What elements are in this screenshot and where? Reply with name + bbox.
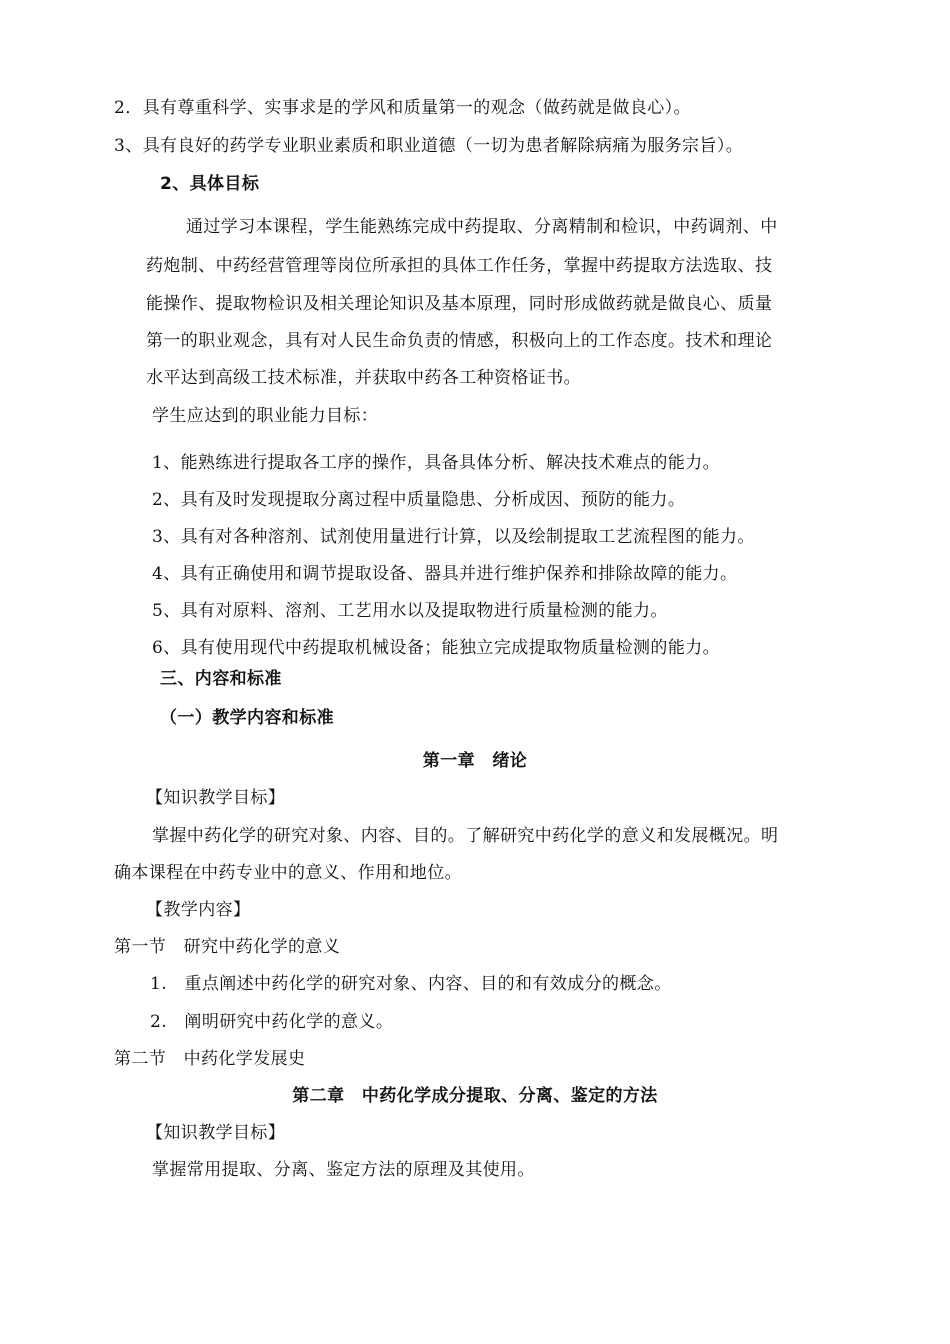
- paragraph-line: 掌握常用提取、分离、鉴定方法的原理及其使用。: [152, 1160, 535, 1180]
- paragraph-line: 确本课程在中药专业中的意义、作用和地位。: [114, 863, 462, 883]
- subsection-heading: 第二节 中药化学发展史: [114, 1049, 306, 1069]
- bracket-heading: 【教学内容】: [146, 900, 251, 920]
- list-item: 4、具有正确使用和调节提取设备、器具并进行维护保养和排除故障的能力。: [152, 564, 738, 584]
- subsection-heading: 第一节 研究中药化学的意义: [114, 937, 341, 957]
- paragraph-line: 第一的职业观念，具有对人民生命负责的情感，积极向上的工作态度。技术和理论: [146, 331, 773, 351]
- section-heading: 2、具体目标: [160, 174, 260, 194]
- chapter-title: 第二章 中药化学成分提取、分离、鉴定的方法: [292, 1086, 658, 1106]
- chapter-title: 第一章 绪论: [422, 751, 528, 771]
- list-item: 1、能熟练进行提取各工序的操作，具备具体分析、解决技术难点的能力。: [152, 453, 721, 473]
- bracket-heading: 【知识教学目标】: [146, 1123, 286, 1143]
- section-heading: 三、内容和标准: [160, 669, 282, 689]
- list-item: 2、具有及时发现提取分离过程中质量隐患、分析成因、预防的能力。: [152, 490, 686, 510]
- paragraph-line: 学生应达到的职业能力目标：: [152, 406, 379, 426]
- list-item: 5、具有对原料、溶剂、工艺用水以及提取物进行质量检测的能力。: [152, 601, 668, 621]
- paragraph-line: 能操作、提取物检识及相关理论知识及基本原理，同时形成做药就是做良心、质量: [146, 294, 773, 314]
- list-item: 3、具有对各种溶剂、试剂使用量进行计算，以及绘制提取工艺流程图的能力。: [152, 527, 755, 547]
- section-heading: （一）教学内容和标准: [160, 708, 334, 728]
- paragraph-line: 3、具有良好的药学专业职业素质和职业道德（一切为患者解除病痛为服务宗旨）。: [114, 136, 744, 156]
- paragraph-line: 通过学习本课程，学生能熟练完成中药提取、分离精制和检识，中药调剂、中: [186, 217, 778, 237]
- paragraph-line: 2．具有尊重科学、实事求是的学风和质量第一的观念（做药就是做良心）。: [114, 98, 691, 118]
- paragraph-line: 掌握中药化学的研究对象、内容、目的。了解研究中药化学的意义和发展概况。明: [152, 826, 779, 846]
- list-item: 2. 阐明研究中药化学的意义。: [150, 1012, 394, 1032]
- paragraph-line: 水平达到高级工技术标准，并获取中药各工种资格证书。: [146, 368, 581, 388]
- list-item: 6、具有使用现代中药提取机械设备；能独立完成提取物质量检测的能力。: [152, 638, 721, 658]
- paragraph-line: 药炮制、中药经营管理等岗位所承担的具体工作任务，掌握中药提取方法选取、技: [146, 256, 773, 276]
- list-item: 1. 重点阐述中药化学的研究对象、内容、目的和有效成分的概念。: [150, 974, 672, 994]
- bracket-heading: 【知识教学目标】: [146, 788, 286, 808]
